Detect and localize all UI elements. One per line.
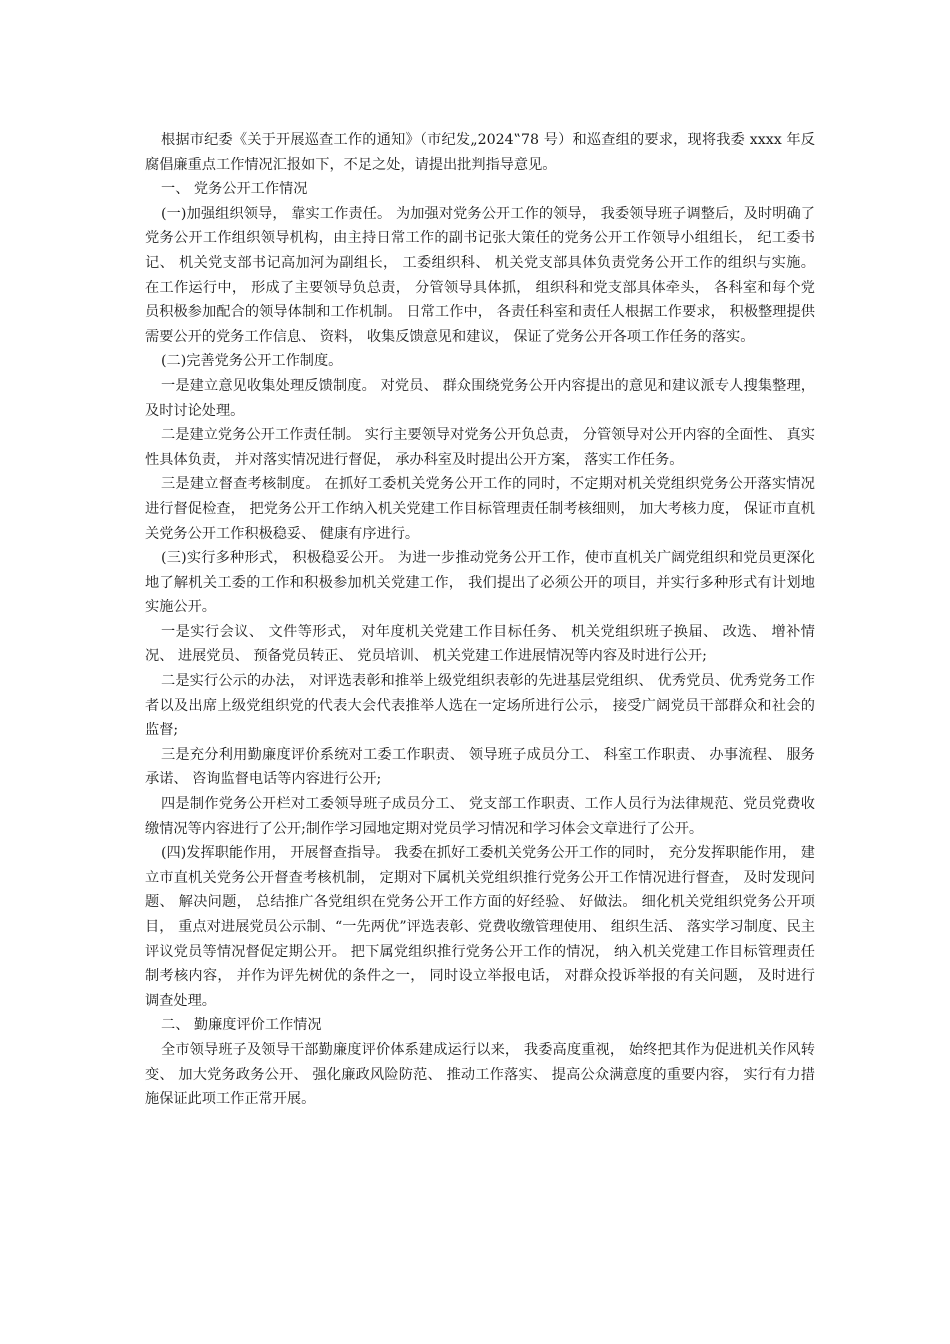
section-heading-1: 一、 党务公开工作情况	[161, 181, 308, 198]
paragraph-intro: 根据市纪委《关于开展巡查工作的通知》（市纪发„2024‟78 号）和巡查组的要求，现将我委 xxxx 年反腐倡廉重点工作情况汇报如下，不足之处，请提出批判指导意见。	[145, 132, 815, 173]
paragraph-1-3-a: 一是实行会议、 文件等形式， 对年度机关党建工作目标任务、 机关党组织班子换届、 改选、 增补情况、 进展党员、 预备党员转正、 党员培训、 机关党建工作进展情况等内容及时进行公开;	[145, 623, 815, 665]
paragraph-1-2-c: 三是建立督查考核制度。 在抓好工委机关党务公开工作的同时，不定期对机关党组织党务公开落实情况进行督促检查， 把党务公开工作纳入机关党建工作目标管理责任制考核细则， 加大考核力度， 保证市直机关党务公开工作积极稳妥、 健康有序进行。	[145, 476, 815, 542]
document-body	[145, 128, 815, 1112]
paragraph-1-4: (四)发挥职能作用， 开展督查指导。 我委在抓好工委机关党务公开工作的同时， 充分发挥职能作用， 建立市直机关党务公开督查考核机制， 定期对下属机关党组织推行党务公开工作情况进行督查， 及时发现问题、 解决问题， 总结推广各党组织在党务公开工作方面的好经验、 好做法。 细化机关党组织党务公开项目， 重点对进展党员公示制、“一先两优”评选表彰、党费收缴管理使用、 组织生活、 落实学习制度、民主评议党员等情况督促定期公开。 把下属党组织推行党务公开工作的情况， 纳入机关党建工作目标管理责任制考核内容， 并作为评先树优的条件之一， 同时设立举报电话， 对群众投诉举报的有关问题， 及时进行调查处理。	[145, 845, 815, 1009]
paragraph-1-2-title: (二)完善党务公开工作制度。	[161, 353, 343, 370]
paragraph-1-2-b: 二是建立党务公开工作责任制。 实行主要领导对党务公开负总责， 分管领导对公开内容的全面性、 真实性具体负责， 并对落实情况进行督促， 承办科室及时提出公开方案， 落实工作任务。	[145, 427, 815, 468]
paragraph-1-3: (三)实行多种形式， 积极稳妥公开。 为进一步推动党务公开工作，使市直机关广阔党组织和党员更深化地了解机关工委的工作和积极参加机关党建工作， 我们提出了必须公开的项目，并实行多种形式有计划地实施公开。	[145, 550, 815, 616]
paragraph-1-3-b: 二是实行公示的办法， 对评选表彰和推举上级党组织表彰的先进基层党组织、 优秀党员、优秀党务工作者以及出席上级党组织党的代表大会代表推举人选在一定场所进行公示， 接受广阔党员干部群众和社会的监督;	[145, 673, 815, 739]
paragraph-1-3-c: 三是充分利用勤廉度评价系统对工委工作职责、 领导班子成员分工、 科室工作职责、 办事流程、 服务承诺、 咨询监督电话等内容进行公开;	[145, 746, 815, 788]
paragraph-1-1: (一)加强组织领导， 靠实工作责任。 为加强对党务公开工作的领导， 我委领导班子调整后，及时明确了党务公开工作组织领导机构，由主持日常工作的副书记张大策任的党务公开工作领导小组组长， 纪工委书记、 机关党支部书记高加河为副组长， 工委组织科、 机关党支部具体负责党务公开工作的组织与实施。 在工作运行中， 形成了主要领导负总责， 分管领导具体抓， 组织科和党支部具体牵头， 各科室和每个党员积极参加配合的领导体制和工作机制。 日常工作中， 各责任科室和责任人根据工作要求， 积极整理提供需要公开的党务工作信息、 资料， 收集反馈意见和建议， 保证了党务公开各项工作任务的落实。	[145, 205, 815, 345]
paragraph-1-3-d: 四是制作党务公开栏对工委领导班子成员分工、 党支部工作职责、工作人员行为法律规范、党员党费收缴情况等内容进行了公开;制作学习园地定期对党员学习情况和学习体会文章进行了公开。	[145, 796, 815, 837]
section-heading-2: 二、 勤廉度评价工作情况	[161, 1017, 322, 1034]
paragraph-1-2-a: 一是建立意见收集处理反馈制度。 对党员、 群众围绕党务公开内容提出的意见和建议派专人搜集整理， 及时讨论处理。	[145, 377, 815, 419]
paragraph-2-1: 全市领导班子及领导干部勤廉度评价体系建成运行以来， 我委高度重视， 始终把其作为促进机关作风转变、 加大党务政务公开、 强化廉政风险防范、 推动工作落实、 提高公众满意度的重要内容， 实行有力措施保证此项工作正常开展。	[145, 1041, 815, 1108]
